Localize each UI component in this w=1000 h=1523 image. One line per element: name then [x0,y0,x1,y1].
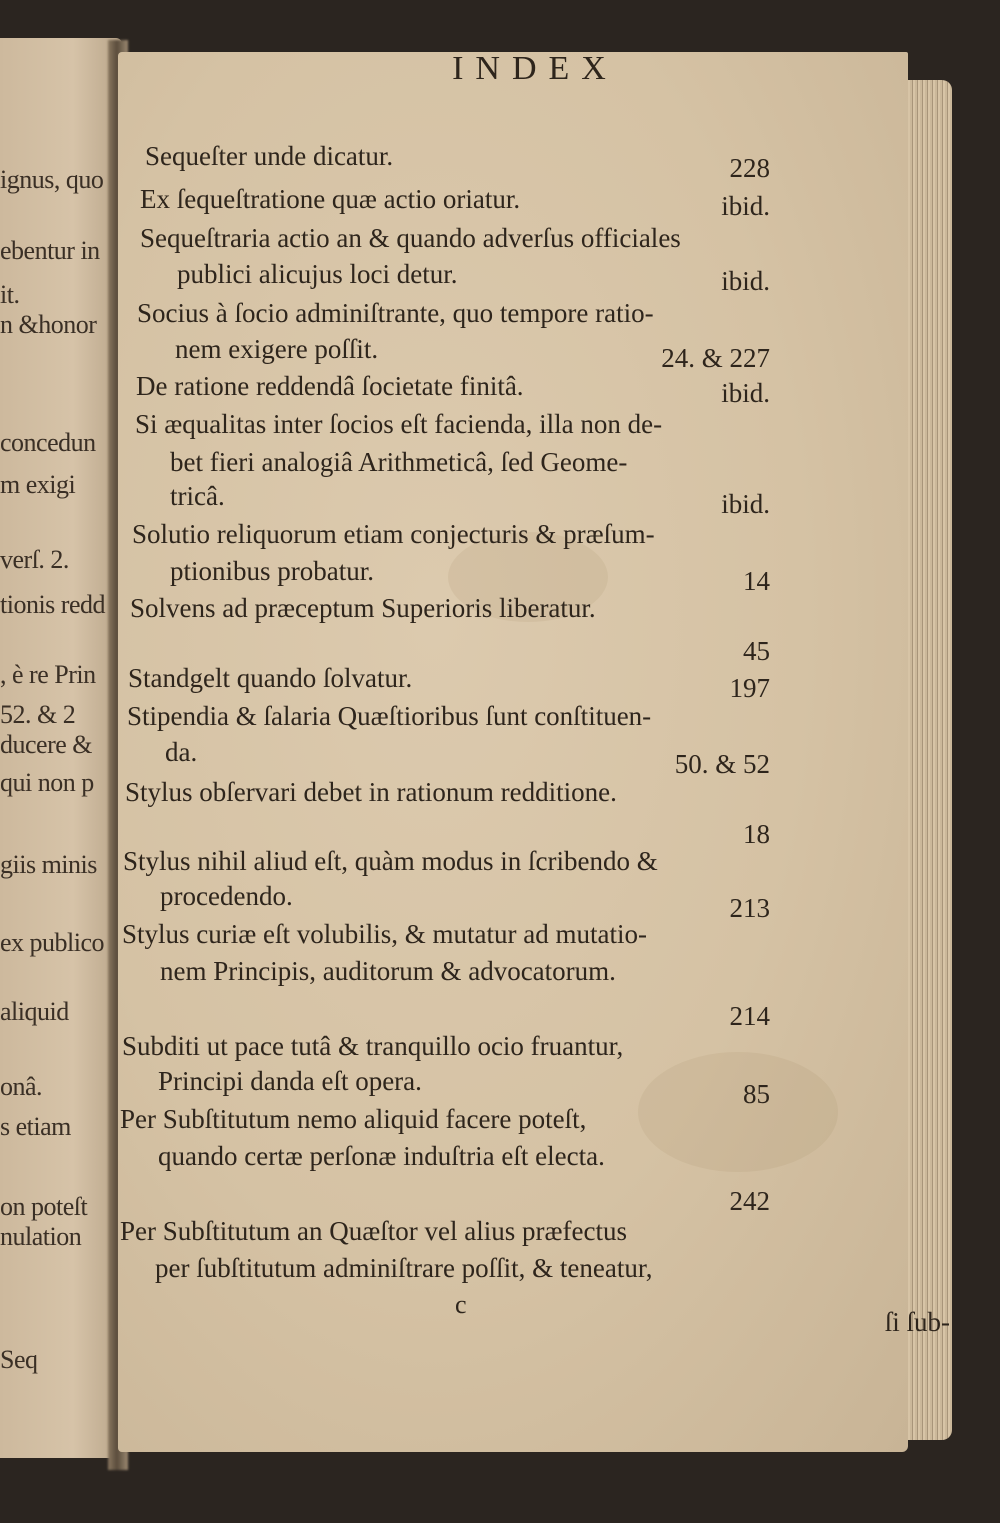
index-entry-reference: 45 [743,636,770,666]
index-entry-line: per ſubſtitutum adminiſtrare poſſit, & teneatur, [155,1253,653,1283]
index-entry-reference: 214 [729,1001,770,1031]
left-page-fragment: n &honor [0,310,97,339]
left-page-fragment: nulation [0,1222,82,1251]
left-page-fragment: Seq [0,1345,38,1374]
index-entry-line: tricâ. [170,481,225,511]
left-page-fragment: giis minis [0,850,97,879]
page-header: INDEX [452,50,618,87]
index-entry-line: ptionibus probatur. [170,556,374,586]
index-entry-line: Stylus obſervari debet in rationum redditione. [125,777,617,807]
index-entry-line: Stipendia & ſalaria Quæſtioribus ſunt conſtituen- [127,701,652,731]
index-entry-line: Stylus nihil aliud eſt, quàm modus in ſcribendo & [123,846,658,876]
index-entry-line: quando certæ perſonæ induſtria eſt electa. [158,1141,605,1171]
index-entry-reference: 24. & 227 [661,343,770,373]
index-entry-line: nem exigere poſſit. [175,334,379,364]
index-entry-reference: ibid. [721,191,770,221]
left-page-fragment: s etiam [0,1112,71,1141]
index-entry-line: Sequeſter unde dicatur. [145,141,394,171]
index-entry-line: Sequeſtraria actio an & quando adverſus officiales [140,223,681,253]
left-page-fragment: qui non p [0,768,94,797]
index-entry-line: Subditi ut pace tutâ & tranquillo ocio fruantur, [122,1031,624,1061]
index-entry-line: De ratione reddendâ ſocietate finitâ. [136,371,524,401]
index-entry-line: Socius à ſocio adminiſtrante, quo tempore ratio- [137,298,654,328]
index-entry-reference: 50. & 52 [674,749,770,779]
index-entry-reference: 85 [743,1079,770,1109]
index-entry-reference: 242 [729,1186,770,1216]
index-entry-line: Solutio reliquorum etiam conjecturis & præſum- [132,519,655,549]
index-entry-reference: 14 [743,566,770,596]
left-page-fragment: ignus, quo [0,165,104,194]
index-entry-line: Solvens ad præceptum Superioris liberatur. [130,593,596,623]
index-entry-line: Per Subſtitutum an Quæſtor vel alius præfectus [120,1216,627,1246]
left-page-fragment: concedun [0,428,96,457]
left-page-fragment: verſ. 2. [0,545,69,574]
index-entry-line: procedendo. [160,881,293,911]
index-entry-line: publici alicujus loci detur. [177,259,458,289]
index-entry-line: Ex ſequeſtratione quæ actio oriatur. [140,184,521,214]
index-entry-line: Si æqualitas inter ſocios eſt facienda, illa non de- [135,409,663,439]
index-entry-line: Stylus curiæ eſt volubilis, & mutatur ad mutatio- [122,919,647,949]
index-entry-line: nem Principis, auditorum & advocatorum. [160,956,616,986]
left-page-fragment: m exigi [0,470,76,499]
index-entry-line: Per Subſtitutum nemo aliquid facere poteſt, [120,1104,587,1134]
index-entry-line: bet fieri analogiâ Arithmeticâ, ſed Geome- [170,447,628,477]
left-page-fragment: on poteſt [0,1192,88,1221]
left-page-fragment: tionis redd [0,590,105,619]
left-page-fragment: ebentur in [0,236,100,265]
left-page-fragment: 52. & 2 [0,700,76,729]
index-entry-reference: 197 [729,673,770,703]
index-entry-line: Standgelt quando ſolvatur. [128,663,413,693]
left-page-fragment: it. [0,280,20,309]
left-page-fragment: , è re Prin [0,660,96,689]
index-entry-reference: ibid. [721,378,770,408]
index-entry-reference: ibid. [721,266,770,296]
index-entry-line: da. [165,737,198,767]
left-page-fragment: onâ. [0,1072,43,1101]
left-page-fragment: ducere & [0,730,93,759]
catchword: ſi ſub- [884,1307,950,1337]
signature-mark: c [455,1290,467,1319]
index-entry-reference: 228 [729,153,770,183]
index-entry-reference: 18 [743,819,770,849]
index-entry-reference: ibid. [721,489,770,519]
index-entry-line: Principi danda eſt opera. [158,1066,422,1096]
left-page-fragment: ex publico [0,928,105,957]
index-entry-reference: 213 [729,893,770,923]
left-page-fragment: aliquid [0,997,69,1026]
